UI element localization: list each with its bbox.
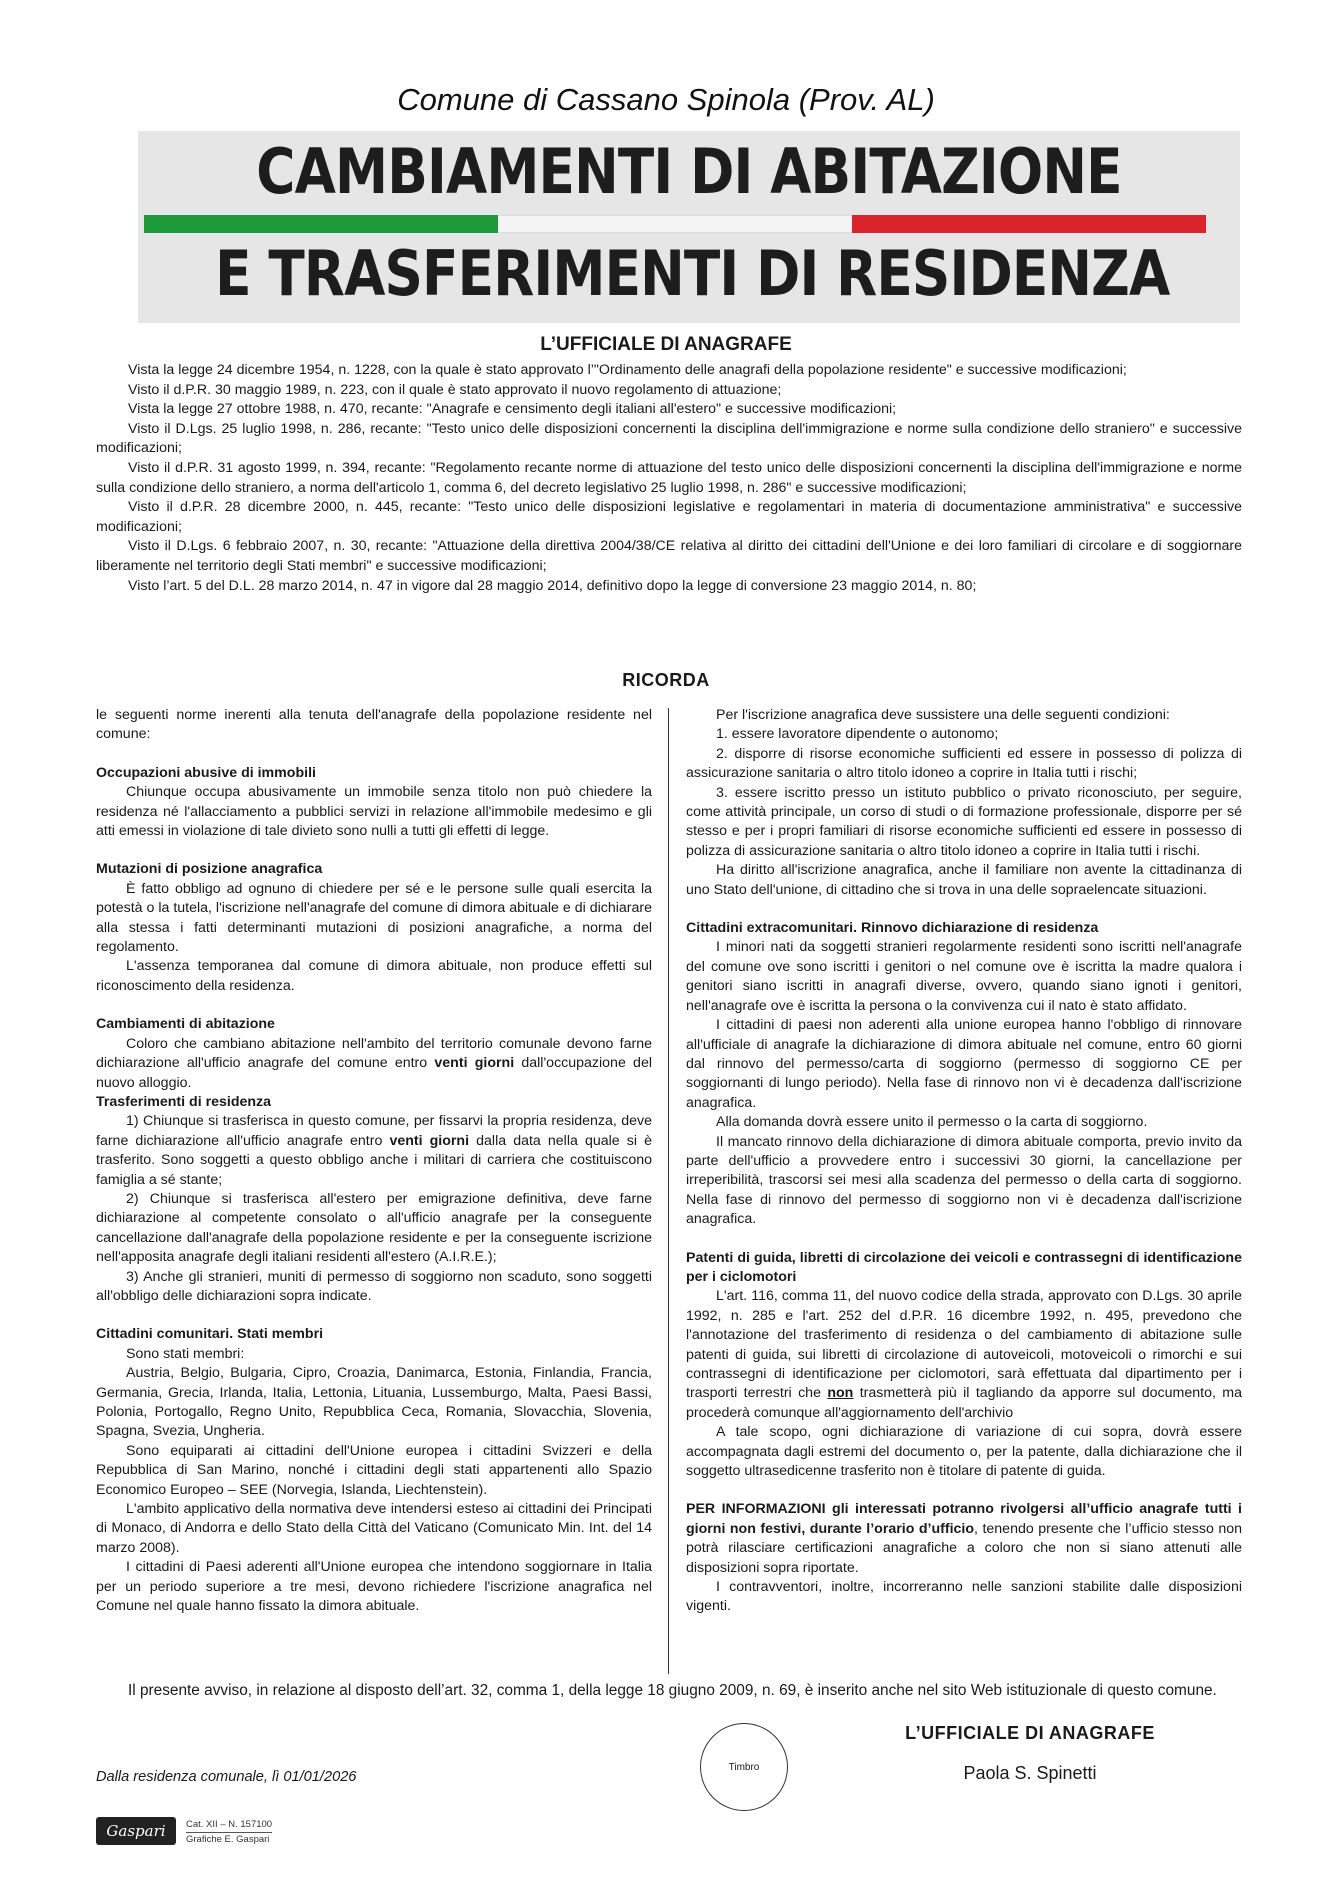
printer-code: Cat. XII – N. 157100 bbox=[186, 1818, 272, 1833]
intro-heading: L’UFFICIALE DI ANAGRAFE bbox=[540, 334, 792, 355]
section-text: L'assenza temporanea dal comune di dimora abituale, non produce effetti sul riconoscimento della residenza. bbox=[96, 958, 652, 994]
section-text: I cittadini di paesi non aderenti alla unione europea hanno l'obbligo di rinnovare all'ufficiale di anagrafe la dichiarazione di dimora abituale nel comune, entro 60 giorni dal rinnovo del permesso/carta di soggiorno (permesso di soggiorno CE per soggiornanti di lungo periodo). Nella fase di rinnovo non vi è decadenza dall'iscrizione anagrafica. bbox=[686, 1017, 1242, 1111]
condition-item: 1. essere lavoratore dipendente o autonomo; bbox=[716, 726, 999, 743]
section-text: Sono stati membri: bbox=[126, 1345, 245, 1362]
left-column bbox=[96, 706, 652, 1616]
flag-green bbox=[144, 215, 498, 233]
intro-paragraph: Visto il D.Lgs. 6 febbraio 2007, n. 30, recante: "Attuazione della direttiva 2004/38/CE relativa al diritto dei cittadini dell'Unione e dei loro familiari di circolare e di soggiornare liberamente nel territorio degli Stati membri" e successive modificazioni; bbox=[96, 538, 1242, 574]
section-text: L'ambito applicativo della normativa deve intendersi esteso ai cittadini dei Principati di Monaco, di Andorra e dello Stato della Città del Vaticano (Comunicato Min. Int. del 14 marzo 2008). bbox=[96, 1501, 652, 1556]
condition-item: 3. essere iscritto presso un istituto pubblico o privato riconosciuto, per seguire, come attività principale, un corso di studi o di formazione professionale, disporre per sé stesso e per i propri familiari di risorse economiche sufficienti ed essere in possesso di polizza di assicurazione sanitaria o altro titolo idoneo a coprire in Italia tutti i rischi. bbox=[686, 784, 1242, 859]
section-text: Sono equiparati ai cittadini dell'Unione europea i cittadini Svizzeri e della Repubblica di San Marino, nonché i cittadini degli stati appartenenti allo Spazio Economico Europeo – SEE (Norvegia, Islanda, Liechtenstein). bbox=[96, 1442, 652, 1498]
bold-run: PER INFORMAZIONI gli interessati potranno rivolgersi all’ufficio anagrafe tutti i giorni non festivi, durante l’orario d’ufficio bbox=[686, 1501, 1242, 1537]
section-text: Chiunque occupa abusivamente un immobile senza titolo non può chiedere la residenza né l'allacciamento a pubblici servizi in relazione all'immobile medesimo e gli atti emessi in violazione di tale divieto sono nulli a tutti gli effetti di legge. bbox=[96, 784, 652, 840]
section-title: Cambiamenti di abitazione bbox=[96, 1016, 275, 1033]
title-line-1: CAMBIAMENTI DI ABITAZIONE bbox=[256, 135, 1122, 208]
section-title: Mutazioni di posizione anagrafica bbox=[96, 861, 323, 878]
printer-info bbox=[186, 1818, 272, 1846]
section-text: Austria, Belgio, Bulgaria, Cipro, Croazia, Danimarca, Estonia, Finlandia, Francia, Germania, Grecia, Irlanda, Italia, Lettonia, Lituania, Lussemburgo, Malta, Paesi Bassi, Polonia, Portogallo, Regno Unito, Repubblica Ceca, Romania, Slovacchia, Slovenia, Spagna, Svezia, Ungheria. bbox=[96, 1365, 652, 1440]
section-text bbox=[686, 1287, 1242, 1423]
intro-paragraph: Visto il d.P.R. 31 agosto 1999, n. 394, recante: "Regolamento recante norme di attuazione del testo unico delle disposizioni concernenti la disciplina dell'immigrazione e norme sulla condizione dello straniero, a norma dell'articolo 1, comma 6, del decreto legislativo 25 luglio 1998, n. 286" e successive modificazioni; bbox=[96, 459, 1242, 496]
section-text: 3) Anche gli stranieri, muniti di permesso di soggiorno non scaduto, sono soggetti all'obbligo delle dichiarazioni sopra indicate. bbox=[96, 1268, 652, 1304]
section-title: Patenti di guida, libretti di circolazione dei veicoli e contrassegni di identificazione per i ciclomotori bbox=[686, 1249, 1242, 1285]
official-title: L’UFFICIALE DI ANAGRAFE bbox=[905, 1723, 1155, 1743]
intro-paragraph: Visto l’art. 5 del D.L. 28 marzo 2014, n. 47 in vigore dal 28 maggio 2014, definitivo dopo la legge di conversione 23 maggio 2014, n. 80; bbox=[128, 577, 977, 594]
italian-flag-stripe bbox=[144, 215, 1206, 233]
left-lead: le seguenti norme inerenti alla tenuta dell'anagrafe della popolazione residente nel comune: bbox=[96, 707, 652, 743]
text-run: trasmetterà più il tagliando da apporre sul documento, ma procederà comunque all'aggiornamento dell'archivio bbox=[686, 1385, 1242, 1421]
intro-paragraph: Vista la legge 27 ottobre 1988, n. 470, recante: "Anagrafe e censimento degli italiani all'estero" e successive modificazioni; bbox=[128, 401, 897, 418]
flag-white bbox=[498, 215, 852, 233]
info-paragraph bbox=[686, 1500, 1242, 1578]
bold-run: non bbox=[827, 1385, 854, 1402]
web-publication-note: Il presente avviso, in relazione al disposto dell’art. 32, comma 1, della legge 18 giugno 2009, n. 69, è inserito anche nel sito Web istituzionale di questo comune. bbox=[128, 1682, 1217, 1699]
title-line-2: E TRASFERIMENTI DI RESIDENZA bbox=[215, 237, 1170, 310]
text-run: , tenendo presente che l’ufficio stesso non potrà rilasciare certificazioni anagrafiche a coloro che non si siano attenuti alle disposizioni sopra riportate. bbox=[686, 1520, 1243, 1576]
column-divider bbox=[668, 708, 669, 1674]
bold-run: venti giorni bbox=[389, 1132, 470, 1149]
gaspari-logo: Gaspari bbox=[96, 1817, 176, 1845]
section-title: Trasferimenti di residenza bbox=[96, 1093, 272, 1110]
section-title: Cittadini comunitari. Stati membri bbox=[96, 1326, 324, 1343]
title-banner bbox=[138, 131, 1240, 323]
condition-item: 2. disporre di risorse economiche sufficienti ed essere in possesso di polizza di assicurazione sanitaria o altro titolo idoneo a coprire in Italia tutti i rischi; bbox=[686, 745, 1242, 782]
right-column bbox=[686, 706, 1242, 1617]
section-text: I minori nati da soggetti stranieri regolarmente residenti sono iscritti nell'anagrafe del comune ove sono iscritti i genitori o nel comune ove è iscritta la madre qualora i genitori siano iscritti in anagrafi diverse, ovvero, quando siano ignoti i genitori, nell'anagrafe ove è iscritta la persona o la convivenza cui il nato è stato affidato. bbox=[686, 939, 1242, 1014]
intro-paragraph: Visto il d.P.R. 30 maggio 1989, n. 223, con il quale è stato approvato il nuovo regolamento di attuazione; bbox=[128, 381, 782, 398]
section-text bbox=[96, 1112, 652, 1190]
section-title: Occupazioni abusive di immobili bbox=[96, 764, 316, 781]
intro-paragraph: Visto il D.Lgs. 25 luglio 1998, n. 286, recante: "Testo unico delle disposizioni concernenti la disciplina dell'immigrazione e norme sulla condizione dello straniero" e successive modificazioni; bbox=[96, 420, 1242, 457]
signer-name: Paola S. Spinetti bbox=[963, 1763, 1097, 1783]
section-text: I contravventori, inoltre, incorreranno nelle sanzioni stabilite dalle disposizioni vigenti. bbox=[686, 1579, 1242, 1615]
section-text: Alla domanda dovrà essere unito il permesso o la carta di soggiorno. bbox=[716, 1114, 1148, 1131]
intro-section bbox=[96, 361, 1242, 596]
printer-name: Grafiche E. Gaspari bbox=[186, 1834, 270, 1845]
flag-red bbox=[852, 215, 1206, 233]
section-title: Cittadini extracomunitari. Rinnovo dichiarazione di residenza bbox=[686, 920, 1099, 937]
text-run: 1) Chiunque si trasferisca in questo comune, per fissarvi la propria residenza, deve farne dichiarazione all'ufficio anagrafe entro bbox=[96, 1113, 652, 1149]
section-text: 2) Chiunque si trasferisca all'estero per emigrazione definitiva, deve farne dichiarazione al competente consolato o all'ufficio anagrafe per la conseguente cancellazione dall'anagrafe della popolazione residente e per la conseguente iscrizione nell'apposita anagrafe degli italiani residenti all'estero (A.I.R.E.); bbox=[96, 1190, 652, 1266]
section-text bbox=[96, 1035, 652, 1093]
section-text: Il mancato rinnovo della dichiarazione di dimora abituale comporta, previo invito da parte dell'ufficio a provvedere entro i successivi 30 giorni, la cancellazione per irreperibilità, trascorsi sei mesi alla scadenza del permesso o della carta di soggiorno. Nella fase di rinnovo del permesso di soggiorno non vi è decadenza dall'iscrizione anagrafica. bbox=[686, 1133, 1242, 1228]
section-text: Per l'iscrizione anagrafica deve sussistere una delle seguenti condizioni: bbox=[716, 707, 1170, 723]
section-text: I cittadini di Paesi aderenti all'Unione europea che intendono soggiornare in Italia per un periodo superiore a tre mesi, devono richiedere l'iscrizione anagrafica nel Comune nel quale hanno fissato la dimora abituale. bbox=[96, 1559, 652, 1615]
intro-paragraph: Vista la legge 24 dicembre 1954, n. 1228, con la quale è stato approvato l’"Ordinamento delle anagrafi della popolazione residente" e successive modificazioni; bbox=[128, 362, 1127, 378]
section-text: È fatto obbligo ad ognuno di chiedere per sé e le persone sulle quali esercita la potestà o la tutela, l'iscrizione nell'anagrafe del comune di dimora abituale e di dichiarare alla stessa i fatti determinanti mutazioni di posizioni anagrafiche, a norma del regolamento. bbox=[96, 880, 652, 956]
text-run: Coloro che cambiano abitazione nell'ambito del territorio comunale devono farne dichiarazione all'ufficio anagrafe del comune entro bbox=[96, 1035, 652, 1072]
section-text: A tale scopo, ogni dichiarazione di variazione di cui sopra, dovrà essere accompagnata dagli estremi del documento o, per la patente, dalla dichiarazione che il soggetto ultrasedicenne trasferito non è titolare di patente di guida. bbox=[686, 1424, 1242, 1480]
stamp-placeholder: Timbro bbox=[700, 1723, 788, 1811]
intro-paragraph: Visto il d.P.R. 28 dicembre 2000, n. 445, recante: "Testo unico delle disposizioni legislative e regolamentari in materia di documentazione amministrativa" e successive modificazioni; bbox=[96, 499, 1242, 535]
text-run: L'art. 116, comma 11, del nuovo codice della strada, approvato con D.Lgs. 30 aprile 1992, n. 285 e l'art. 252 del d.P.R. 16 dicembre 1992, n. 495, prevedono che l'annotazione del trasferimento di residenza o del cambiamento di abitazione sulle patenti di guida, sui libretti di circolazione di autoveicoli, motoveicoli o rimorchi e sui contrassegni di identificazione per ciclomotori, sarà effettuata dal dipartimento per i trasporti terrestri che bbox=[686, 1288, 1242, 1402]
section-text: Ha diritto all'iscrizione anagrafica, anche il familiare non avente la cittadinanza di uno Stato dell'unione, di cittadino che si trova in una delle sopraelencate situazioni. bbox=[686, 862, 1242, 898]
text-run: dall'occupazione del nuovo alloggio. bbox=[96, 1055, 652, 1091]
date-line: Dalla residenza comunale, lì 01/01/2026 bbox=[96, 1769, 357, 1785]
text-run: dalla data nella quale si è trasferito. Sono soggetti a questo obbligo anche i militari di carriera che costituiscono famiglia a sé stante; bbox=[96, 1132, 652, 1188]
ricorda-heading: RICORDA bbox=[622, 670, 710, 690]
comune-title: Comune di Cassano Spinola (Prov. AL) bbox=[397, 82, 935, 117]
bold-run: venti giorni bbox=[434, 1055, 515, 1072]
